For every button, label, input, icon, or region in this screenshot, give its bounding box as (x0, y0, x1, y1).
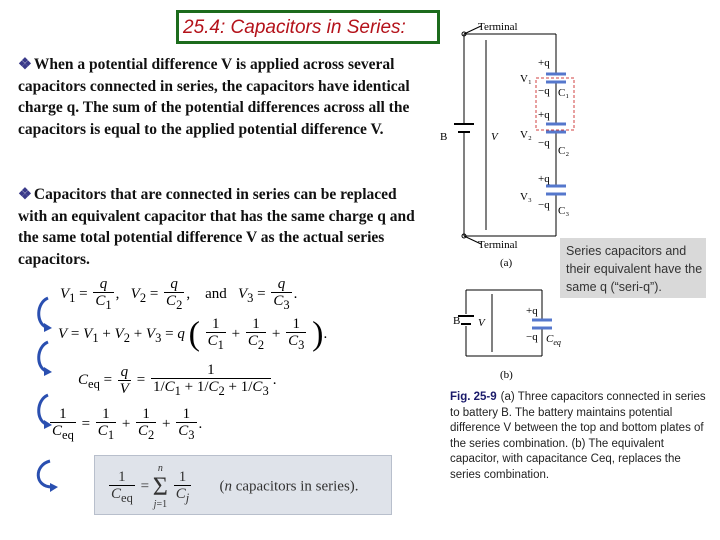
general-formula-box (94, 455, 392, 515)
equation-4: $\frac{1}{C_{eq}}$ = $\frac{1}{C_1}$ + $\frac{1}{C_2}$ + $\frac{1}{C_3}$ . (52, 406, 203, 442)
charge-label: −q (526, 331, 538, 343)
page-title: 25.4: Capacitors in Series: (183, 17, 406, 38)
curved-arrow-icon (39, 298, 48, 327)
equation-3: $C_{eq}$ = $\frac{q}{V}$ = $\frac{1}{1/C_1 + 1/C_2 + 1/C_3}$ . (78, 362, 277, 398)
charge-label: −q (538, 137, 550, 149)
bullet-paragraph-1 (18, 54, 428, 140)
bullet-text-1: When a potential difference V is applied across several capacitors connected in series, the capacitors have identical charge q. The sum of the potential differences across all the capacitors is equal to the applied potential difference V. (18, 56, 410, 138)
charge-label: +q (538, 173, 550, 185)
series-circuit-diagram (436, 14, 576, 284)
bullet-text-2: Capacitors that are connected in series can be replaced with an equivalent capacitor that has the same charge q and the same total potential difference V as the actual series capacitors. (18, 186, 415, 268)
figure-b-label: (b) (500, 369, 513, 381)
figure-a-label: (a) (500, 257, 513, 269)
equation-1: $V_1$ = $\frac{q}{C_1}$ , $V_2$ = $\frac{q}{C_2}$ , and $V_3$ = $\frac{q}{C_3}$ . (60, 276, 298, 312)
terminal-top-label: Terminal (478, 21, 518, 33)
c3-label: C₃ (558, 205, 570, 217)
side-caption: Series capacitors and their equivalent have the same q (“seri-q”). (566, 244, 703, 294)
capacitor-icon (532, 320, 552, 328)
battery-label: B (453, 315, 461, 327)
equation-2: $V = V_1 + V_2 + V_3 = q$ ( $\frac{1}{C_1}$ + $\frac{1}{C_2}$ + $\frac{1}{C_3}$ ). (58, 315, 328, 353)
voltage-label: V (478, 317, 485, 329)
sigma-symbol: Σ (152, 472, 168, 501)
svg-text:Ceq: $C_{eq}$ (546, 333, 561, 347)
battery-icon (458, 316, 474, 324)
equivalent-circuit-diagram (452, 284, 562, 384)
charge-label: +q (538, 57, 550, 69)
sum-upper-limit: n (157, 463, 163, 474)
title-box (176, 10, 440, 44)
v3-label: V₃ (520, 191, 532, 203)
battery-icon (454, 124, 474, 132)
v1-label: V₁ (520, 73, 532, 85)
figure-caption-text: (a) Three capacitors connected in series to battery B. The battery maintains potential difference V between the top and bottom plates of the series combination. (b) The equivalent capacitor, with capacitance Ceq, replaces the series combination. (450, 391, 706, 481)
side-caption-box (560, 238, 706, 298)
c2-label: C₂ (558, 145, 570, 157)
charge-label: −q (538, 199, 550, 211)
bullet-paragraph-2 (18, 184, 428, 270)
battery-label: B (440, 131, 448, 143)
v2-label: V₂ (520, 129, 532, 141)
general-formula: $\frac{1}{C_{eq}}$ = n Σ j=1 $\frac{1}{C_j}$ (n capacitors in series). (111, 463, 359, 510)
diamond-bullet-icon: ❖ (18, 56, 32, 73)
charge-label: −q (538, 85, 550, 97)
charge-label: +q (526, 305, 538, 317)
charge-label: +q (538, 109, 550, 121)
curved-arrow-icon (39, 342, 48, 371)
voltage-label: V (491, 131, 498, 143)
figure-label: Fig. 25-9 (450, 391, 497, 403)
diamond-bullet-icon: ❖ (18, 186, 32, 203)
terminal-bottom-label: Terminal (478, 239, 518, 251)
curved-arrow-icon (38, 461, 52, 487)
figure-caption (450, 390, 712, 483)
c1-label: C₁ (558, 87, 570, 99)
curved-arrow-icon (39, 395, 48, 424)
